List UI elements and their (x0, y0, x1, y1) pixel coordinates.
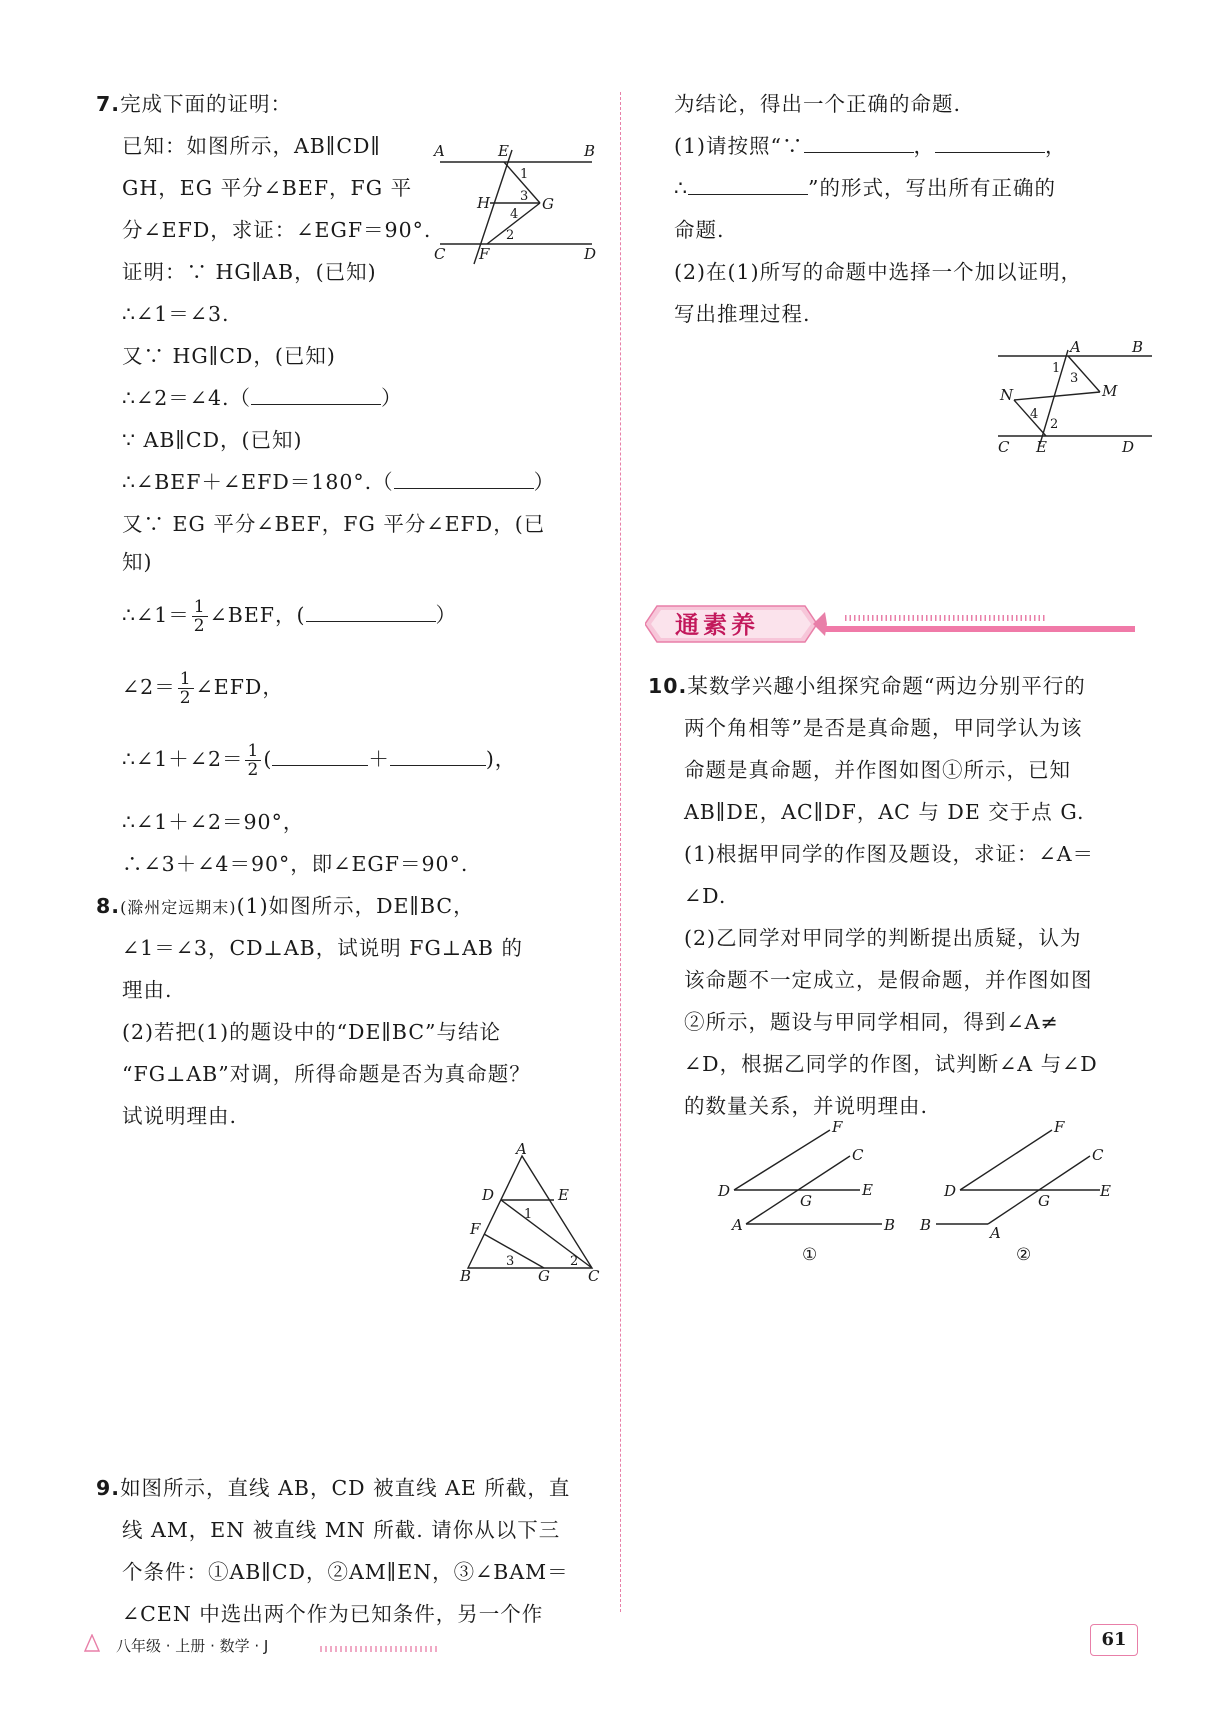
q7-line-12: ∴∠1＝ $\frac{1}{2}$ ∠BEF，( ） (122, 597, 458, 636)
q10-line-1: 两个角相等”是否是真命题，甲同学认为该 (684, 716, 1083, 740)
q10-line-7: 该命题不一定成立，是假命题，并作图如图 (684, 968, 1093, 992)
q10-fig2-label-E: E (1100, 1182, 1111, 1200)
q8-fig-label-C: C (588, 1267, 600, 1282)
q9-fig-label-A: A (1070, 338, 1081, 356)
column-divider (620, 92, 621, 1612)
q10-fig2-label-G: G (1038, 1192, 1050, 1210)
q10-line-2: 命题是真命题，并作图如图①所示，已知 (684, 758, 1071, 782)
q9-fig-label-3: 3 (1070, 371, 1079, 386)
q8-fig-label-1: 1 (524, 1207, 533, 1222)
q9-fig-label-M: M (1102, 382, 1118, 400)
q9-right-line-0: 为结论，得出一个正确的命题. (674, 92, 962, 116)
q7-line-4: 证明：∵ HG∥AB，(已知) (122, 260, 377, 284)
q10-line-5: ∠D. (684, 884, 727, 908)
q9-fig-label-N: N (1000, 386, 1014, 404)
q8-fig-label-B: B (460, 1267, 472, 1282)
q7-line-10: 又∵ EG 平分∠BEF，FG 平分∠EFD，(已 (122, 512, 546, 536)
q10-line-0: 10.某数学兴趣小组探究命题“两边分别平行的 (648, 674, 1086, 698)
q9-right-line-5: 写出推理过程. (674, 302, 811, 326)
q7-line-13: ∠2＝ $\frac{1}{2}$ ∠EFD， (122, 669, 284, 708)
q8-line-0: 8.(滁州定远期末)(1)如图所示，DE∥BC， (96, 894, 475, 918)
q7-line-9: ∴∠BEF＋∠EFD＝180°.（ ） (122, 470, 556, 494)
q9-fig-label-E: E (1036, 438, 1047, 456)
q7-figure (432, 136, 602, 271)
q8-fig-label-D: D (482, 1186, 495, 1204)
q10-fig1-label-F: F (832, 1120, 843, 1136)
q7-fig-label-A: A (434, 142, 445, 160)
q10-fig2-caption: ② (1016, 1245, 1032, 1265)
q10-fig1-label-G: G (800, 1192, 812, 1210)
footer-triangle-icon (84, 1634, 100, 1652)
q10-fig2-label-C: C (1092, 1146, 1104, 1164)
q10-fig1-caption: ① (802, 1245, 818, 1265)
page-number: 61 (1090, 1624, 1138, 1656)
q7-line-1: 已知：如图所示，AB∥CD∥ (122, 134, 381, 158)
q7-line-3: 分∠EFD，求证：∠EGF＝90°. (122, 218, 432, 242)
q10-fig1-label-A: A (732, 1216, 743, 1234)
q8-fig-label-E: E (558, 1186, 569, 1204)
q10-fig2-label-A: A (990, 1224, 1001, 1242)
q7-line-7: ∴∠2＝∠4.（ ） (122, 386, 403, 410)
q7-line-15: ∴∠1＋∠2＝90°， (122, 810, 305, 834)
q8-fig-label-A: A (516, 1142, 527, 1158)
q7-line-11: 知) (122, 550, 153, 574)
section-banner (645, 604, 1135, 644)
q8-fig-label-G: G (538, 1267, 550, 1282)
q9-fig-label-C: C (998, 438, 1010, 456)
q10-line-4: (1)根据甲同学的作图及题设，求证：∠A＝ (684, 842, 1095, 866)
q9-fig-label-D: D (1122, 438, 1135, 456)
footer-book-info: 八年级 · 上册 · 数学 · J (116, 1637, 269, 1655)
q9-right-line-1: (1)请按照“∵ ， ， (674, 134, 1067, 158)
q7-fig-label-E: E (498, 142, 509, 160)
q8-figure (458, 1142, 608, 1282)
q8-line-5: 试说明理由. (122, 1104, 238, 1128)
q9-fig-label-B: B (1132, 338, 1144, 356)
q10-fig1-label-D: D (718, 1182, 731, 1200)
q10-fig2-label-D: D (944, 1182, 957, 1200)
q9-line-2: 个条件：①AB∥CD，②AM∥EN，③∠BAM＝ (122, 1560, 569, 1584)
q9-fig-label-4: 4 (1030, 407, 1039, 422)
q9-fig-label-2: 2 (1050, 417, 1059, 432)
q8-fig-label-F: F (470, 1220, 481, 1238)
q7-fig-label-D: D (584, 245, 597, 263)
q10-fig1-label-B: B (884, 1216, 896, 1234)
q9-figure (990, 338, 1160, 458)
q7-line-8: ∵ AB∥CD，(已知) (122, 428, 303, 452)
q7-line-5: ∴∠1＝∠3. (122, 302, 230, 326)
q9-right-line-2: ∴ ”的形式，写出所有正确的 (674, 176, 1057, 200)
q7-fig-label-C: C (434, 245, 446, 263)
q9-right-line-4: (2)在(1)所写的命题中选择一个加以证明， (674, 260, 1083, 284)
q10-line-8: ②所示，题设与甲同学相同，得到∠A≠ (684, 1010, 1059, 1034)
q10-fig1-label-C: C (852, 1146, 864, 1164)
q10-line-3: AB∥DE，AC∥DF，AC 与 DE 交于点 G. (684, 800, 1085, 824)
q8-line-4: “FG⊥AB”对调，所得命题是否为真命题？ (122, 1062, 531, 1086)
q7-line-16: ∴∠3＋∠4＝90°，即∠EGF＝90°. (122, 852, 469, 876)
q10-line-6: (2)乙同学对甲同学的判断提出质疑，认为 (684, 926, 1082, 950)
q8-line-2: 理由. (122, 978, 173, 1002)
q9-line-3: ∠CEN 中选出两个作为已知条件，另一个作 (122, 1602, 544, 1626)
q7-fig-label-3: 3 (520, 189, 529, 204)
q10-line-9: ∠D，根据乙同学的作图，试判断∠A 与∠D (684, 1052, 1098, 1076)
q7-fig-label-1: 1 (520, 167, 529, 182)
q10-fig2-label-F: F (1054, 1120, 1065, 1136)
q8-fig-label-2: 2 (570, 1254, 579, 1269)
q9-line-1: 线 AM，EN 被直线 MN 所截. 请你从以下三 (122, 1518, 561, 1542)
q9-fig-label-1: 1 (1052, 361, 1061, 376)
q8-fig-label-3: 3 (506, 1254, 515, 1269)
q7-fig-label-G: G (542, 195, 554, 213)
q7-fig-label-4: 4 (510, 207, 519, 222)
q8-line-1: ∠1＝∠3，CD⊥AB，试说明 FG⊥AB 的 (122, 936, 523, 960)
q7-fig-label-2: 2 (506, 228, 515, 243)
q7-fig-label-B: B (584, 142, 596, 160)
q9-right-line-3: 命题. (674, 218, 725, 242)
q7-line-14: ∴∠1＋∠2＝ $\frac{1}{2}$ ( ＋ )， (122, 741, 517, 780)
section-title: 通素养 (675, 611, 759, 639)
footer-decor-bar (320, 1646, 440, 1652)
q7-line-0: 7.完成下面的证明： (96, 92, 293, 116)
q10-line-10: 的数量关系，并说明理由. (684, 1094, 929, 1118)
q7-line-2: GH，EG 平分∠BEF，FG 平 (122, 176, 413, 200)
q7-fig-label-H: H (477, 194, 491, 212)
q10-figure-1 (710, 1120, 900, 1270)
q10-fig1-label-E: E (862, 1181, 873, 1199)
q10-fig2-label-B: B (920, 1216, 932, 1234)
q8-line-3: (2)若把(1)的题设中的“DE∥BC”与结论 (122, 1020, 502, 1044)
q9-line-0: 9.如图所示，直线 AB，CD 被直线 AE 所截，直 (96, 1476, 571, 1500)
q7-line-6: 又∵ HG∥CD，(已知) (122, 344, 336, 368)
q7-fig-label-F: F (479, 245, 490, 263)
q10-figure-2 (910, 1120, 1120, 1270)
